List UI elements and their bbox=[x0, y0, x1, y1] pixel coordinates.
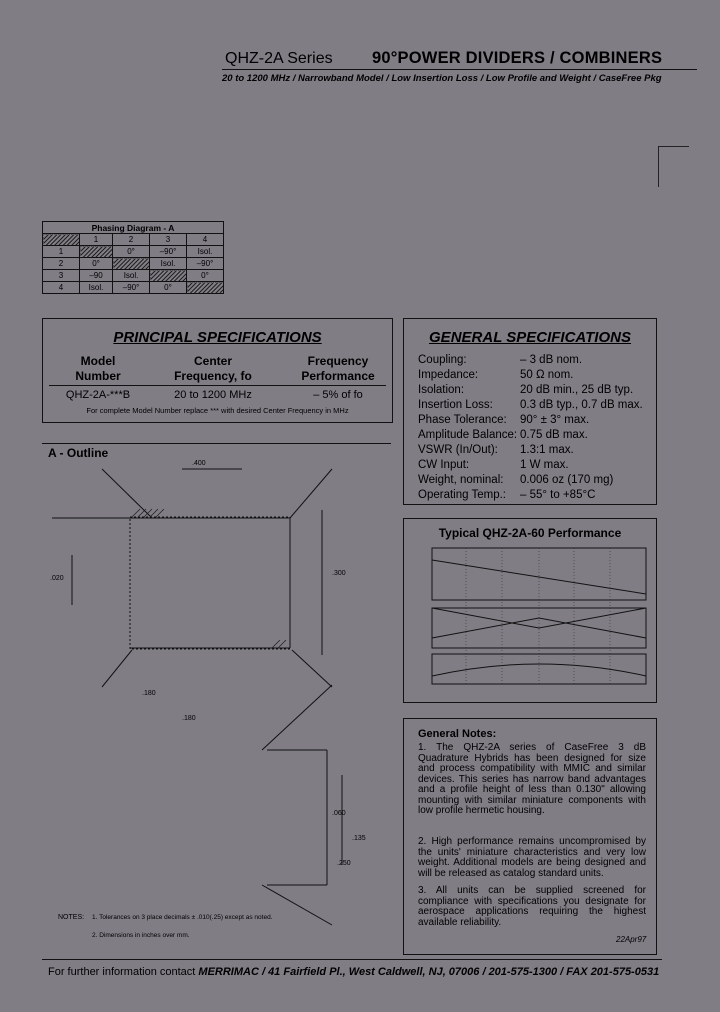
phasing-cell: Isol. bbox=[150, 258, 187, 270]
phasing-cell: Isol. bbox=[187, 246, 224, 258]
spec-value: 50 Ω nom. bbox=[520, 369, 574, 381]
general-specs-panel bbox=[403, 318, 657, 505]
general-note: 1. The QHZ-2A series of CaseFree 3 dB Quadrature Hybrids has been designed for size and process compatibility with MMIC and similar devices. This series has narrow band advantages and a profile height of less than 0.130" allowing mounting with similar miniature components with low profile hermetic housing. bbox=[418, 742, 646, 816]
spec-value: – 55° to +85°C bbox=[520, 489, 596, 501]
model-number: QHZ-2A-***B bbox=[65, 389, 131, 401]
general-specs-title: GENERAL SPECIFICATIONS bbox=[429, 329, 631, 346]
phasing-cell: –90° bbox=[150, 246, 187, 258]
phasing-col: 3 bbox=[150, 234, 187, 246]
principal-rule bbox=[49, 385, 386, 386]
footer-rule bbox=[42, 959, 662, 960]
phasing-col: 4 bbox=[187, 234, 224, 246]
col-header-line: Number bbox=[75, 369, 121, 383]
spec-label: Insertion Loss: bbox=[418, 399, 493, 411]
performance-plot bbox=[404, 544, 656, 702]
general-note: 2. High performance remains uncompromised by the units' miniature characteristics and very low weight. Additional models are being designed and will be released as catalog standard units. bbox=[418, 836, 646, 879]
performance-panel bbox=[403, 518, 657, 703]
dim-label: .020 bbox=[50, 575, 64, 582]
phasing-row-label: 1 bbox=[43, 246, 80, 258]
phasing-cell bbox=[187, 282, 224, 294]
phasing-cell: Isol. bbox=[80, 282, 113, 294]
dim-label: .180 bbox=[182, 715, 196, 722]
spec-value: 20 dB min., 25 dB typ. bbox=[520, 384, 634, 396]
phasing-cell bbox=[80, 246, 113, 258]
phasing-cell: –90° bbox=[187, 258, 224, 270]
spec-value: 0.006 oz (170 mg) bbox=[520, 474, 614, 486]
spec-value: 1.3:1 max. bbox=[520, 444, 574, 456]
page-subtitle: 20 to 1200 MHz / Narrowband Model / Low Insertion Loss / Low Profile and Weight / CaseFree Pkg bbox=[222, 73, 662, 84]
model-note: For complete Model Number replace *** with desired Center Frequency in MHz bbox=[86, 406, 349, 415]
outline-title: A - Outline bbox=[48, 446, 109, 460]
phasing-cell: Isol. bbox=[113, 270, 150, 282]
col-header-line: Frequency, fo bbox=[174, 369, 252, 383]
dim-label: .135 bbox=[352, 835, 366, 842]
footer-prefix: For further information contact bbox=[48, 966, 199, 978]
spec-label: Operating Temp.: bbox=[418, 489, 507, 501]
phasing-cell: –90° bbox=[113, 282, 150, 294]
performance-title: Typical QHZ-2A-60 Performance bbox=[438, 526, 622, 540]
dim-label: .060 bbox=[332, 810, 346, 817]
principal-specs-title: PRINCIPAL SPECIFICATIONS bbox=[113, 329, 322, 346]
phasing-corner bbox=[43, 234, 80, 246]
title-rule bbox=[222, 69, 697, 70]
spec-value: 0.75 dB max. bbox=[520, 429, 588, 441]
dim-label: .250 bbox=[337, 860, 351, 867]
principal-specs-panel bbox=[42, 318, 393, 423]
outline-note: 1. Tolerances on 3 place decimals ± .010(.25) except as noted. bbox=[92, 914, 273, 921]
revision-date: 22Apr97 bbox=[616, 935, 647, 944]
spec-label: Impedance: bbox=[418, 369, 479, 381]
spec-label: Weight, nominal: bbox=[418, 474, 504, 486]
phasing-row-label: 4 bbox=[43, 282, 80, 294]
spec-value: 0.3 dB typ., 0.7 dB max. bbox=[520, 399, 643, 411]
col-header-line: Model bbox=[80, 354, 116, 368]
phasing-col: 1 bbox=[80, 234, 113, 246]
freq-performance: – 5% of fo bbox=[313, 389, 363, 401]
col-perf-header bbox=[288, 354, 388, 384]
center-frequency: 20 to 1200 MHz bbox=[174, 389, 252, 401]
dim-label: .300 bbox=[332, 570, 346, 577]
outline-drawing bbox=[42, 455, 392, 945]
phasing-row-label: 2 bbox=[43, 258, 80, 270]
outline-notes-label: NOTES: bbox=[58, 914, 85, 921]
logo-mark bbox=[658, 146, 689, 187]
col-header-line: Center bbox=[193, 354, 232, 368]
phasing-cell bbox=[113, 258, 150, 270]
spec-label: Phase Tolerance: bbox=[418, 414, 507, 426]
footer-contact bbox=[48, 966, 659, 978]
phasing-cell: –90 bbox=[80, 270, 113, 282]
spec-label: Coupling: bbox=[418, 354, 467, 366]
phasing-col: 2 bbox=[113, 234, 150, 246]
dim-label: .400 bbox=[192, 460, 206, 467]
phasing-row-label: 3 bbox=[43, 270, 80, 282]
col-header-line: Performance bbox=[301, 369, 375, 383]
phasing-cell: 0° bbox=[80, 258, 113, 270]
phasing-cell: 0° bbox=[150, 282, 187, 294]
dim-label: .180 bbox=[142, 690, 156, 697]
spec-label: CW Input: bbox=[418, 459, 470, 471]
phasing-title: Phasing Diagram - A bbox=[43, 222, 224, 234]
phasing-cell: 0° bbox=[113, 246, 150, 258]
footer-contact-details: MERRIMAC / 41 Fairfield Pl., West Caldwell, NJ, 07006 / 201-575-1300 / FAX 201-575-0531 bbox=[198, 966, 660, 978]
spec-label: Isolation: bbox=[418, 384, 465, 396]
phasing-cell: 0° bbox=[187, 270, 224, 282]
spec-label: Amplitude Balance: bbox=[418, 429, 518, 441]
phasing-table bbox=[42, 221, 224, 294]
general-note: 3. All units can be supplied screened for compliance with specifications you designate for aerospace applications requiring the highest available reliability. bbox=[418, 885, 646, 928]
col-freq-header bbox=[153, 354, 273, 384]
spec-value: 90° ± 3° max. bbox=[520, 414, 590, 426]
spec-label: VSWR (In/Out): bbox=[418, 444, 498, 456]
page-title: 90°POWER DIVIDERS / COMBINERS bbox=[372, 49, 663, 67]
phasing-cell bbox=[150, 270, 187, 282]
col-model-header bbox=[53, 354, 143, 384]
col-header-line: Frequency bbox=[307, 354, 369, 368]
outline-note: 2. Dimensions in inches over mm. bbox=[92, 932, 190, 939]
series-name: QHZ-2A Series bbox=[225, 50, 333, 67]
general-notes-panel bbox=[403, 718, 657, 955]
spec-value: 1 W max. bbox=[520, 459, 569, 471]
spec-value: – 3 dB nom. bbox=[520, 354, 583, 366]
general-notes-title: General Notes: bbox=[418, 728, 497, 740]
